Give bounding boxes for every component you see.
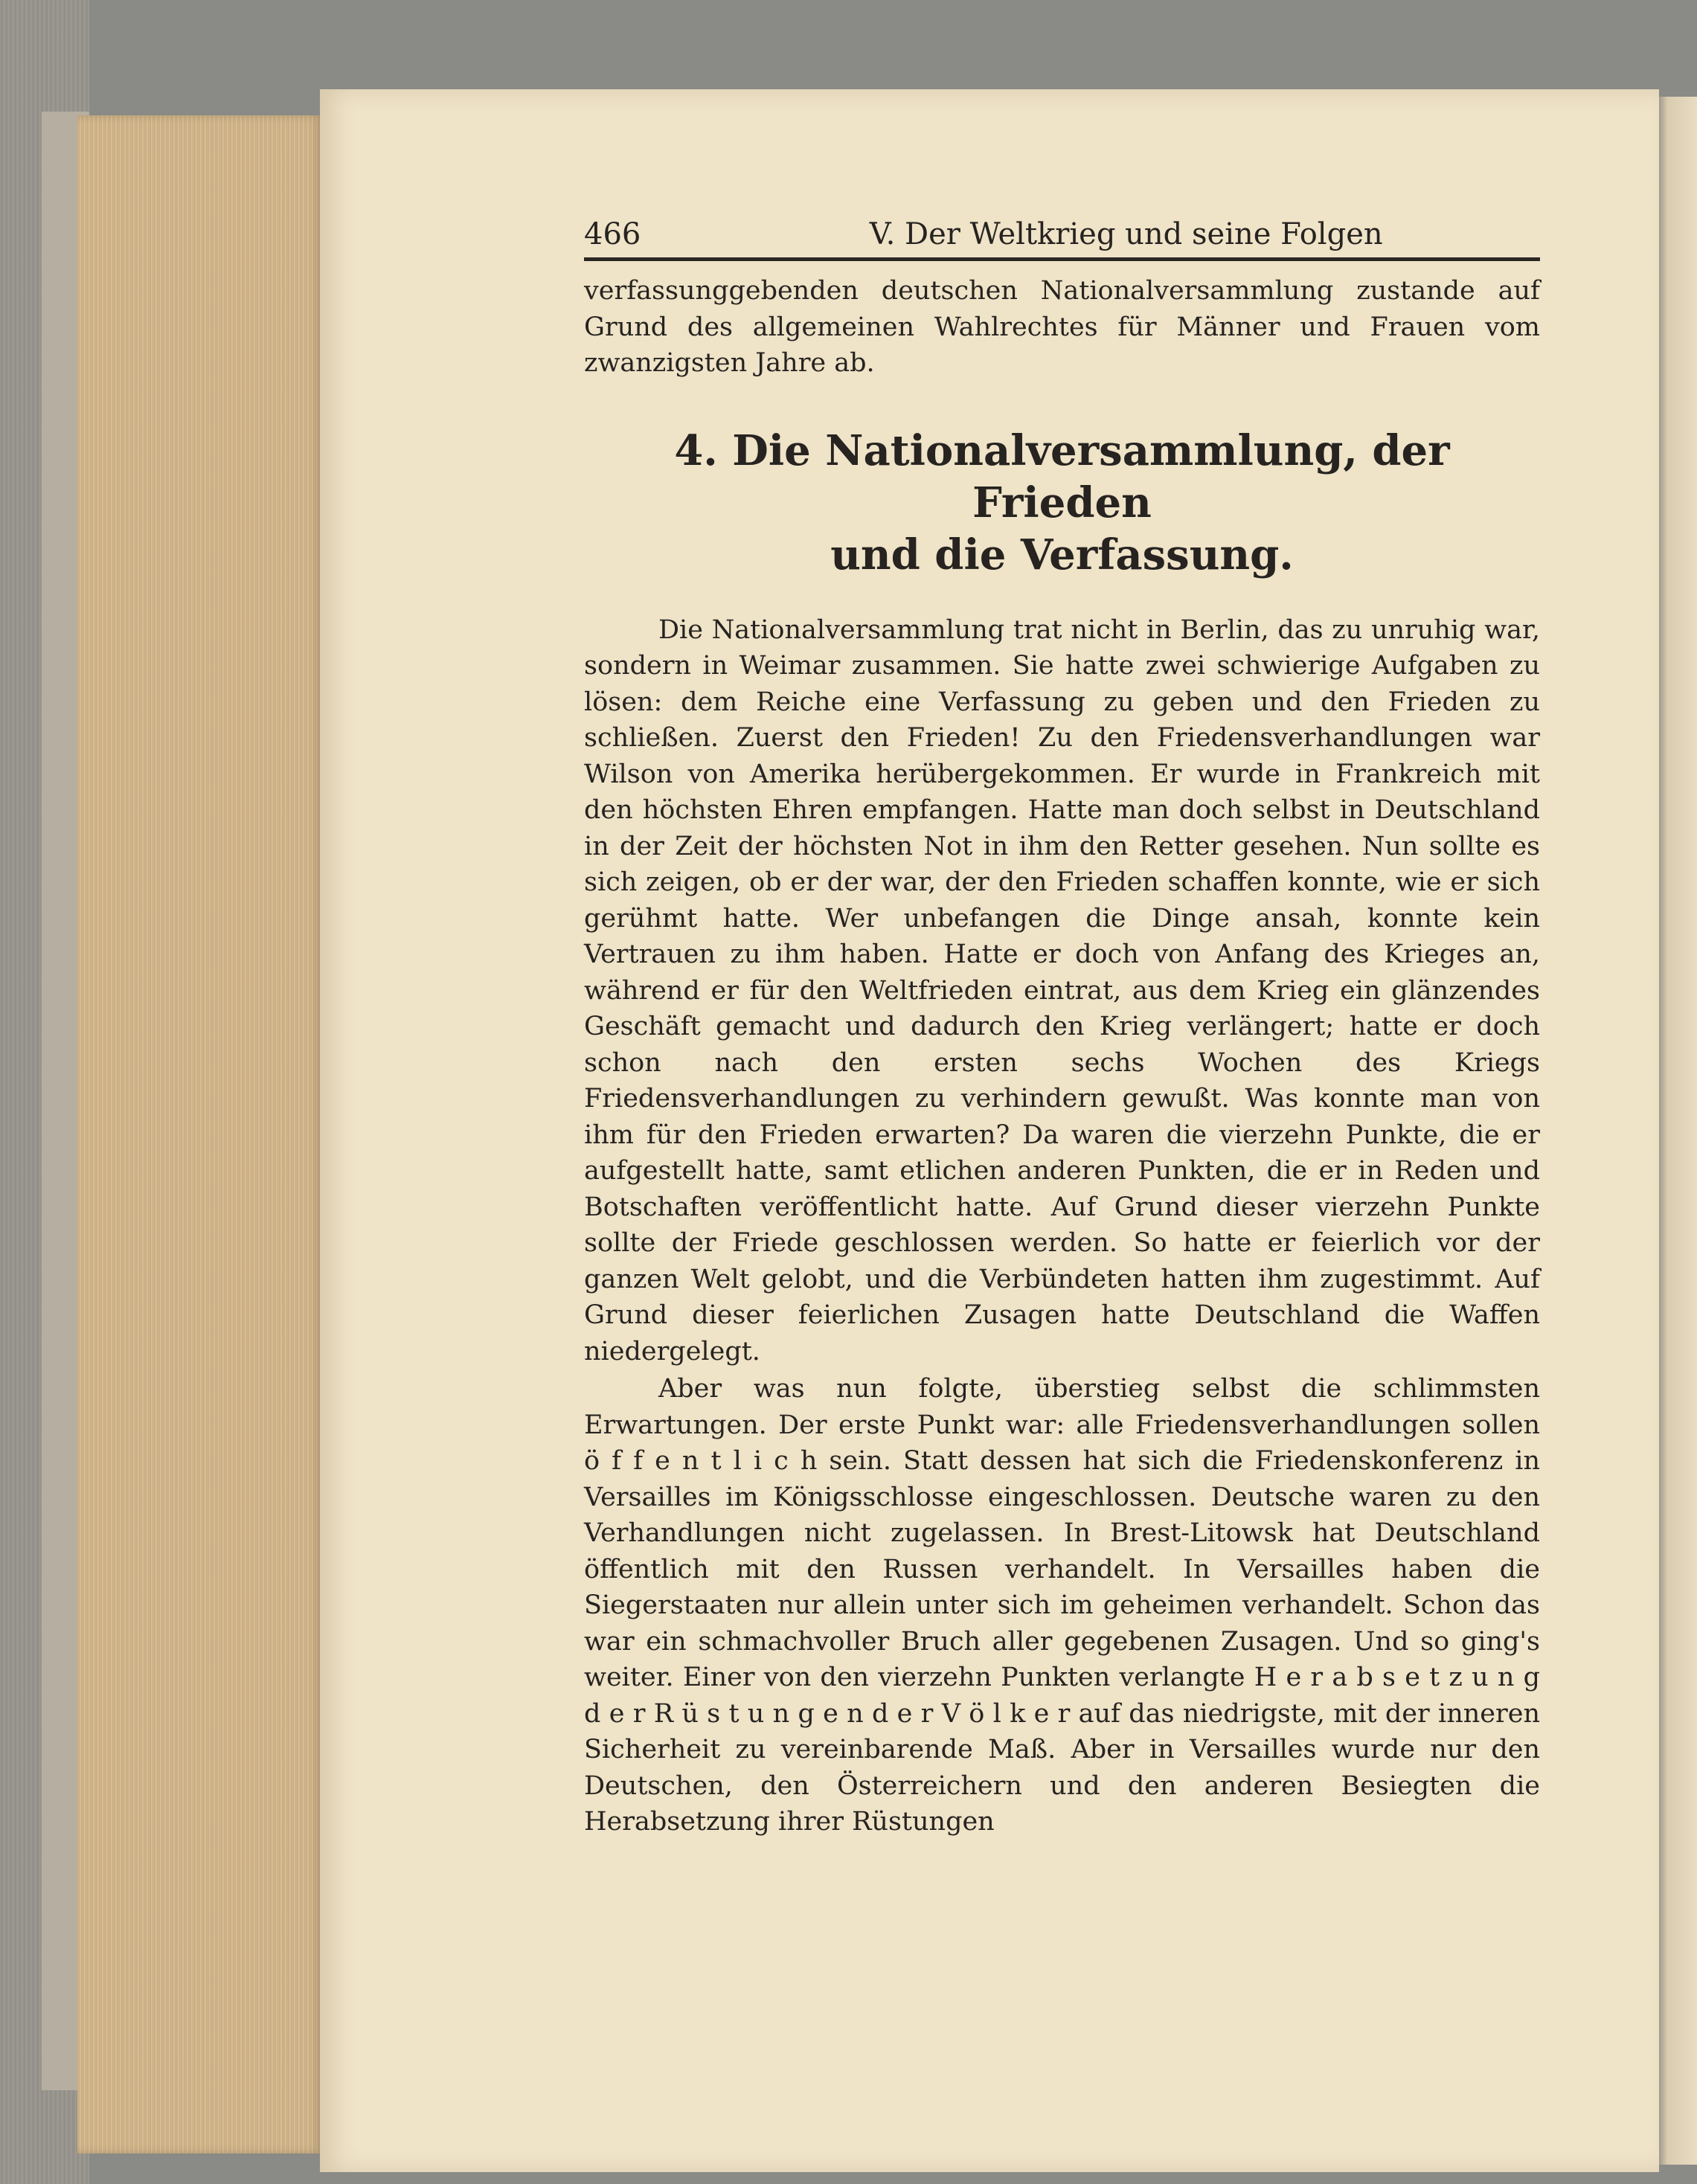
page-number: 466 (584, 217, 641, 251)
paragraph: Aber was nun folgte, überstieg selbst die schlimmsten Erwartungen. Der erste Punkt war: alle Friedensverhandlungen sollen ö f f e n t l i c h sein. Statt dessen hat sich die Friedenskonferenz in Versailles im Königsschlosse eingeschlossen. Deutsche waren zu den Verhandlungen nicht zugelassen. In Brest-Litowsk hat Deutschland öffentlich mit den Russen verhandelt. In Versailles haben die Siegerstaaten nur allein unter sich im geheimen verhandelt. Schon das war ein schmachvoller Bruch aller gegebenen Zusagen. Und so ging's weiter. Einer von den vierzehn Punkten verlangte H e r a b s e t z u n g d e r R ü s t u n g e n d e r V ö l k e r auf das niedrigste, mit der inneren Sicherheit zu vereinbarende Maß. Aber in Versailles wurde nur den Deutschen, den Österreichern und den anderen Besiegten die Herabsetzung ihrer Rüstungen (584, 1374, 1540, 1837)
book-binding (0, 0, 89, 2184)
running-header (584, 216, 1540, 261)
paragraph-continued: verfassunggebenden deutschen Nationalversammlung zustande auf Grund des allgemeinen Wahlrechtes für Männer und Frauen vom zwanzigsten Jahre ab. (584, 276, 1540, 378)
section-heading-line-1: 4. Die Nationalversammlung, der Frieden (674, 425, 1450, 527)
page-body (584, 273, 1540, 1840)
page-edges-stack (77, 115, 323, 2154)
paragraph: Die Nationalversammlung trat nicht in Berlin, das zu unruhig war, sondern in Weimar zusammen. Sie hatte zwei schwierige Aufgaben zu lösen: dem Reiche eine Verfassung zu geben und den Frieden zu schließen. Zuerst den Frieden! Zu den Friedensverhandlungen war Wilson von Amerika herübergekommen. Er wurde in Frankreich mit den höchsten Ehren empfangen. Hatte man doch selbst in Deutschland in der Zeit der höchsten Not in ihm den Retter gesehen. Nun sollte es sich zeigen, ob er der war, der den Frieden schaffen konnte, wie er sich gerühmt hatte. Wer unbefangen die Dinge ansah, konnte kein Vertrauen zu ihm haben. Hatte er doch von Anfang des Krieges an, während er für den Weltfrieden eintrat, aus dem Krieg ein glänzendes Geschäft gemacht und dadurch den Krieg verlängert; hatte er doch schon nach den ersten sechs Wochen des Kriegs Friedensverhandlungen zu verhindern gewußt. Was konnte man von ihm für den Frieden erwarten? Da waren die vierzehn Punkte, die er aufgestellt hatte, samt etlichen anderen Punkten, die er in Reden und Botschaften veröffentlicht hatte. Auf Grund dieser vierzehn Punkte sollte der Friede geschlossen werden. So hatte er feierlich vor der ganzen Welt gelobt, und die Verbündeten hatten ihm zugestimmt. Auf Grund dieser feierlichen Zusagen hatte Deutschland die Waffen niedergelegt. (584, 614, 1540, 1366)
running-title: V. Der Weltkrieg und seine Folgen (869, 217, 1383, 251)
page-content (584, 216, 1540, 1840)
section-heading (584, 425, 1540, 581)
section-heading-line-2: und die Verfassung. (830, 530, 1294, 579)
